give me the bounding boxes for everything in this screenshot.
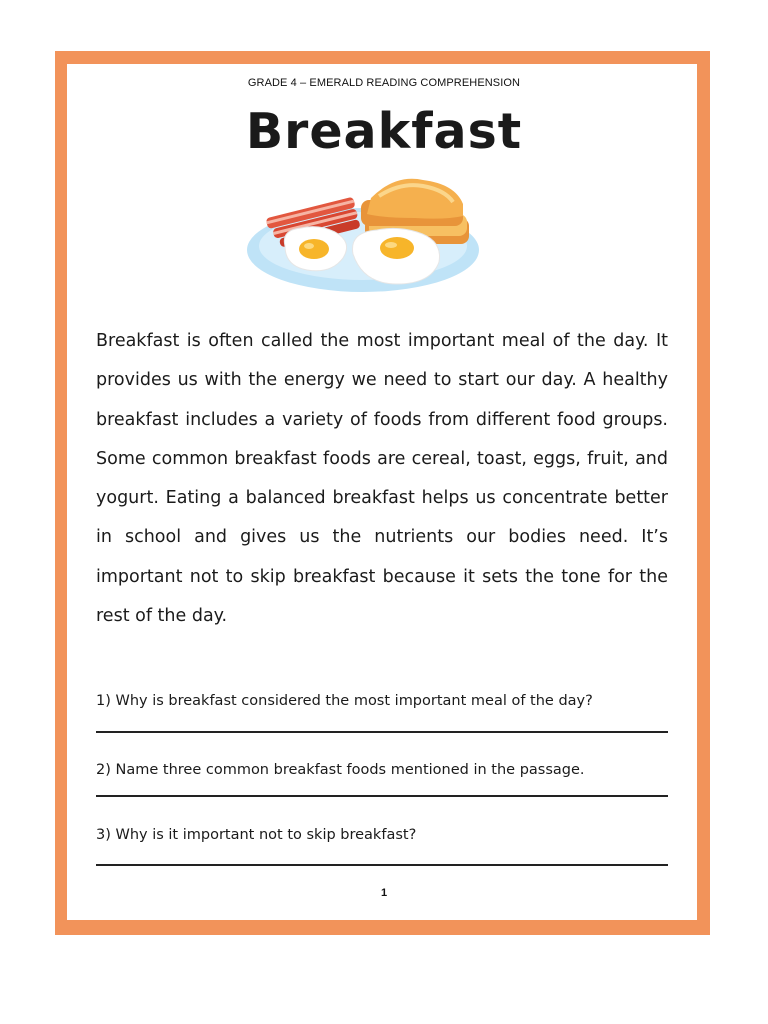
page-number: 1 bbox=[380, 887, 388, 899]
question-1: 1) Why is breakfast considered the most important meal of the day? bbox=[96, 693, 593, 709]
answer-line-2[interactable] bbox=[96, 795, 668, 797]
page-title: Breakfast bbox=[245, 103, 523, 160]
breakfast-plate-icon bbox=[245, 170, 490, 295]
worksheet-header: GRADE 4 – EMERALD READING COMPREHENSION bbox=[247, 77, 521, 89]
question-3: 3) Why is it important not to skip breakfast? bbox=[96, 827, 417, 843]
question-2: 2) Name three common breakfast foods mentioned in the passage. bbox=[96, 762, 585, 778]
answer-line-1[interactable] bbox=[96, 731, 668, 733]
reading-passage: Breakfast is often called the most important meal of the day. It provides us with the energy we need to start our day. A healthy breakfast includes a variety of foods from different food groups. Some common breakfast foods are cereal, toast, eggs, fruit, and yogurt. Eating a balanced breakfast helps us concentrate better in school and gives us the nutrients our bodies need. It’s important not to skip breakfast because it sets the tone for the rest of the day. bbox=[96, 331, 668, 627]
answer-line-3[interactable] bbox=[96, 864, 668, 866]
